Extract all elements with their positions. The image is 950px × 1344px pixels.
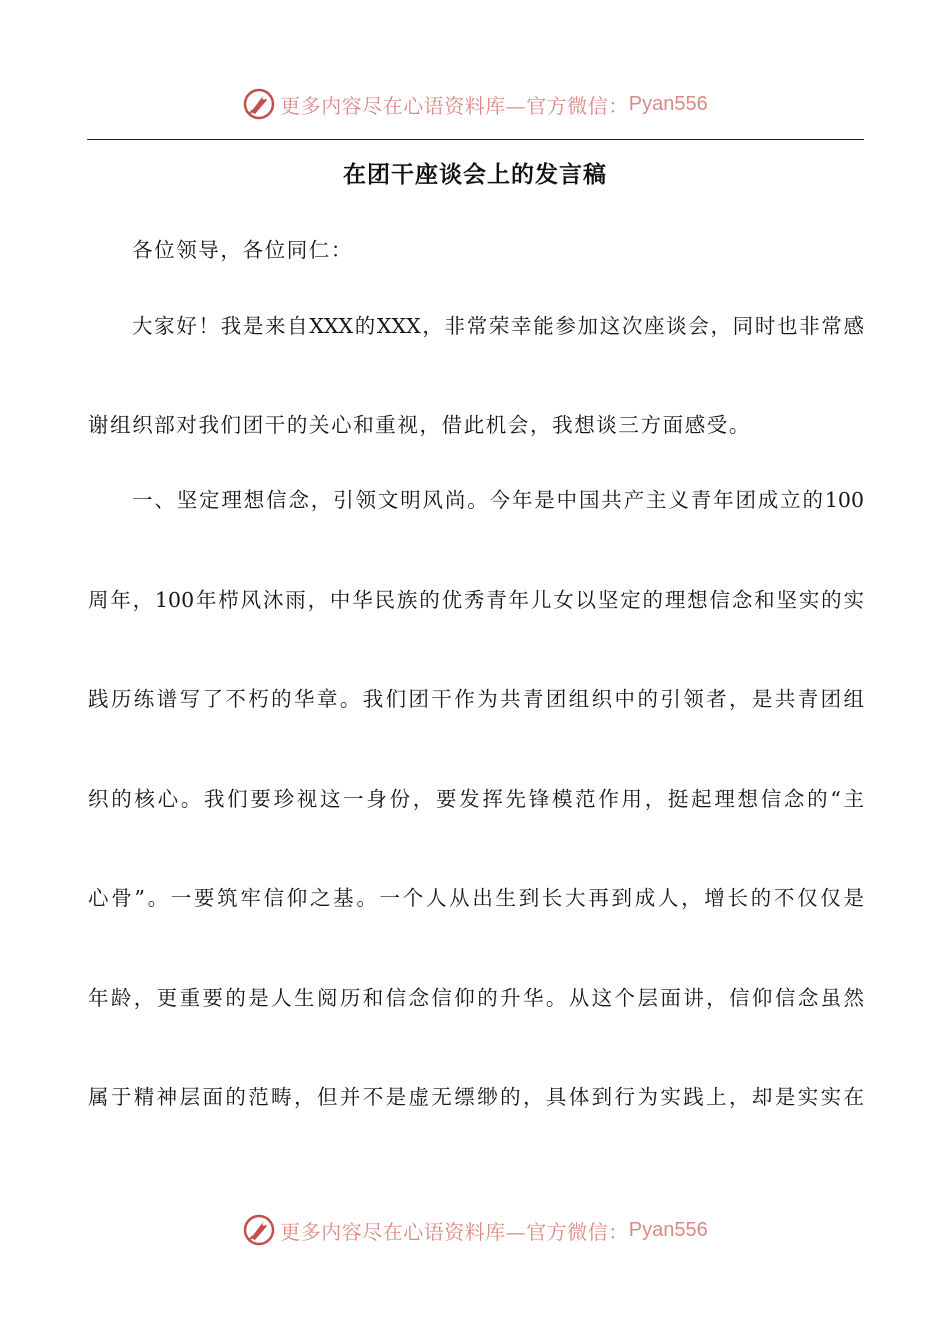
footer-banner bbox=[0, 1210, 950, 1250]
header-banner bbox=[0, 84, 950, 124]
pen-nib-logo-icon bbox=[242, 1213, 276, 1247]
banner-wechat-id: Pyan556 bbox=[628, 92, 708, 115]
paragraph-line: 年龄，更重要的是人生阅历和信念信仰的升华。从这个层面讲，信仰信念虽然 bbox=[88, 986, 864, 1010]
paragraph-line: 践历练谱写了不朽的华章。我们团干作为共青团组织中的引领者，是共青团组 bbox=[88, 687, 864, 711]
document-title: 在团干座谈会上的发言稿 bbox=[343, 162, 607, 188]
banner-text: 更多内容尽在心语资料库—官方微信： bbox=[280, 93, 629, 118]
paragraph-line: 周年，100年栉风沐雨，中华民族的优秀青年儿女以坚定的理想信念和坚实的实 bbox=[88, 588, 864, 612]
banner-text: 更多内容尽在心语资料库—官方微信： bbox=[280, 1219, 629, 1244]
paragraph-line: 各位领导，各位同仁： bbox=[132, 238, 353, 262]
header-rule bbox=[87, 139, 864, 140]
paragraph-line: 属于精神层面的范畴，但并不是虚无缥缈的，具体到行为实践上，却是实实在 bbox=[88, 1085, 864, 1109]
paragraph-line: 心骨”。一要筑牢信仰之基。一个人从出生到长大再到成人，增长的不仅仅是 bbox=[88, 886, 864, 910]
paragraph-line: 织的核心。我们要珍视这一身份，要发挥先锋模范作用，挺起理想信念的“主 bbox=[88, 787, 864, 811]
banner-wechat-id: Pyan556 bbox=[628, 1218, 708, 1241]
pen-nib-logo-icon bbox=[242, 87, 276, 121]
paragraph-line: 一、坚定理想信念，引领文明风尚。今年是中国共产主义青年团成立的100 bbox=[132, 488, 864, 512]
paragraph-line: 大家好！我是来自XXX的XXX，非常荣幸能参加这次座谈会，同时也非常感 bbox=[132, 314, 864, 338]
paragraph-line: 谢组织部对我们团干的关心和重视，借此机会，我想谈三方面感受。 bbox=[88, 413, 751, 437]
